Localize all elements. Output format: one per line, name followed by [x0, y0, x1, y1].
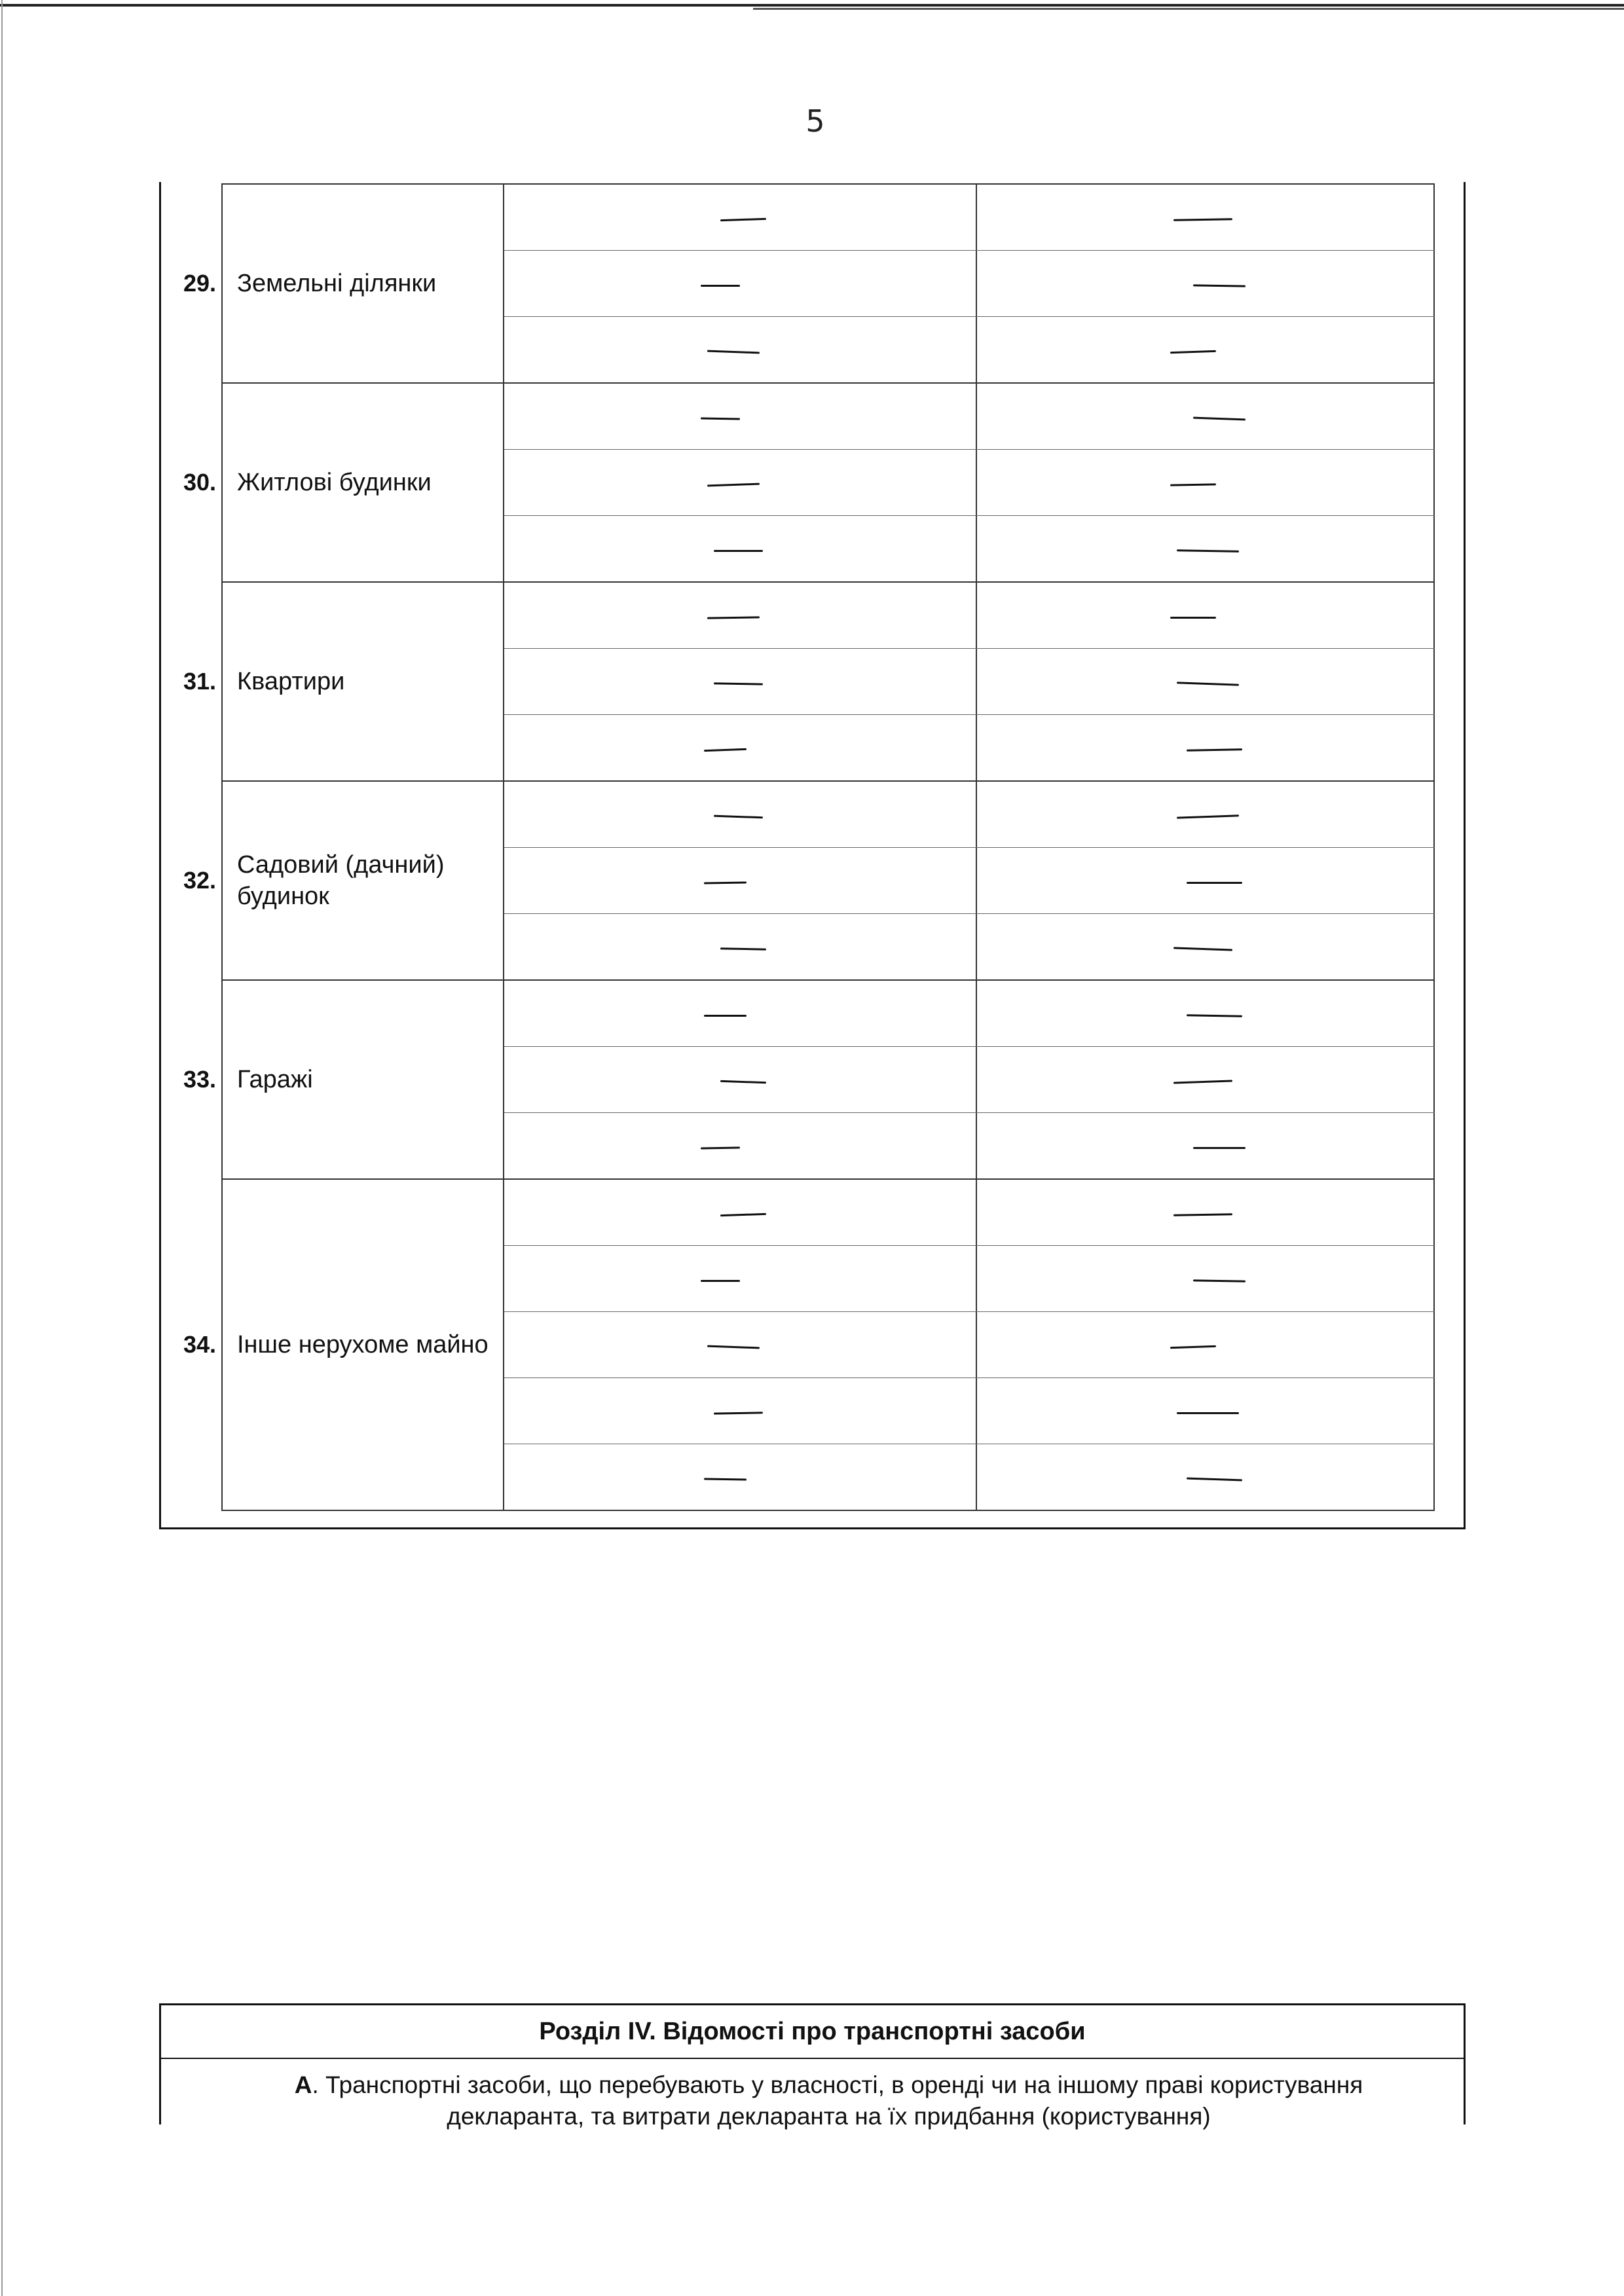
property-type-label: Гаражі: [221, 981, 504, 1178]
empty-dash-mark: [1170, 617, 1216, 619]
property-group: [183, 1178, 1435, 1511]
empty-dash-mark: [1170, 350, 1216, 354]
table-cell: [977, 317, 1435, 382]
table-cell: [977, 384, 1435, 449]
table-cell: [977, 450, 1435, 515]
table-cell: [977, 1047, 1435, 1112]
empty-dash-mark: [701, 285, 740, 287]
empty-dash-mark: [720, 218, 766, 221]
table-cell: [977, 516, 1435, 581]
empty-dash-mark: [1193, 417, 1246, 421]
table-cell: [977, 1113, 1435, 1178]
table-row: [504, 1046, 1435, 1112]
table-cell: [504, 1113, 977, 1178]
table-row: [504, 583, 1435, 648]
table-cell: [977, 782, 1435, 847]
row-number: 32.: [183, 867, 216, 894]
table-row: [504, 185, 1435, 250]
empty-dash-mark: [704, 1015, 747, 1017]
property-type-label: Садовий (дачний) будинок: [221, 782, 504, 979]
empty-dash-mark: [1177, 549, 1239, 553]
table-row: [504, 648, 1435, 714]
value-cells: [504, 185, 1435, 382]
property-type-label: Житлові будинки: [221, 384, 504, 581]
table-cell: [977, 185, 1435, 250]
table-cell: [504, 914, 977, 979]
table-row: [504, 384, 1435, 449]
table-cell: [977, 583, 1435, 648]
empty-dash-mark: [707, 350, 760, 354]
empty-dash-mark: [1173, 1213, 1232, 1216]
table-cell: [504, 715, 977, 780]
property-type-label: Земельні ділянки: [221, 185, 504, 382]
table-row: [504, 449, 1435, 515]
table-cell: [504, 1312, 977, 1377]
empty-dash-mark: [1193, 1279, 1246, 1282]
property-group: [183, 780, 1435, 979]
table-cell: [504, 1047, 977, 1112]
empty-dash-mark: [1193, 284, 1246, 287]
empty-dash-mark: [1173, 1080, 1232, 1084]
real-estate-table: [183, 183, 1435, 1511]
empty-dash-mark: [704, 1478, 747, 1480]
row-number: 34.: [183, 1331, 216, 1358]
empty-dash-mark: [701, 1280, 740, 1282]
empty-dash-mark: [1177, 1412, 1239, 1414]
subsection-a-description: [161, 2059, 1464, 2132]
property-type-label: Квартири: [221, 583, 504, 780]
table-cell: [977, 1180, 1435, 1245]
table-cell: [504, 1180, 977, 1245]
property-group: [183, 979, 1435, 1178]
table-cell: [504, 649, 977, 714]
empty-dash-mark: [714, 682, 763, 685]
table-cell: [504, 384, 977, 449]
empty-dash-mark: [714, 815, 763, 819]
subsection-letter: А: [294, 2071, 312, 2098]
property-type-label: Інше нерухоме майно: [221, 1180, 504, 1510]
table-row: [504, 847, 1435, 913]
table-cell: [504, 848, 977, 913]
value-cells: [504, 782, 1435, 979]
property-group: [183, 183, 1435, 382]
table-cell: [504, 1444, 977, 1510]
empty-dash-mark: [714, 1412, 763, 1414]
empty-dash-mark: [720, 1080, 766, 1084]
table-row: [504, 1245, 1435, 1311]
row-number: 33.: [183, 1066, 216, 1093]
empty-dash-mark: [1193, 1147, 1246, 1149]
table-row: [504, 714, 1435, 780]
empty-dash-mark: [701, 1146, 740, 1149]
table-cell: [977, 848, 1435, 913]
empty-dash-mark: [1173, 218, 1232, 221]
empty-dash-mark: [701, 417, 740, 420]
table-row: [504, 250, 1435, 316]
empty-dash-mark: [707, 616, 760, 619]
empty-dash-mark: [720, 1213, 766, 1216]
table-cell: [504, 1246, 977, 1311]
table-row: [504, 1112, 1435, 1178]
empty-dash-mark: [1170, 483, 1216, 486]
table-cell: [504, 450, 977, 515]
value-cells: [504, 583, 1435, 780]
table-row: [504, 515, 1435, 581]
table-cell: [977, 1444, 1435, 1510]
empty-dash-mark: [1187, 748, 1242, 751]
empty-dash-mark: [704, 748, 747, 752]
empty-dash-mark: [707, 1345, 760, 1349]
value-cells: [504, 384, 1435, 581]
table-cell: [504, 782, 977, 847]
empty-dash-mark: [1187, 1014, 1242, 1017]
page-number: 5: [805, 103, 825, 139]
row-number: 30.: [183, 469, 216, 496]
empty-dash-mark: [707, 483, 760, 487]
empty-dash-mark: [1177, 814, 1239, 818]
table-row: [504, 1444, 1435, 1510]
empty-dash-mark: [1173, 947, 1232, 951]
table-cell: [977, 649, 1435, 714]
table-cell: [977, 1246, 1435, 1311]
left-edge-line: [1, 0, 3, 2296]
empty-dash-mark: [720, 947, 766, 950]
top-border-line: [0, 4, 1624, 7]
property-group: [183, 581, 1435, 780]
table-cell: [504, 583, 977, 648]
table-row: [504, 316, 1435, 382]
section-iv: [159, 2003, 1466, 2130]
section-title: Розділ IV. Відомості про транспортні засоби: [161, 2005, 1464, 2059]
subsection-text: . Транспортні засоби, що перебувають у власності, в оренді чи на іншому праві користування декларанта, та витрати декларанта на їх придбання (користування): [312, 2071, 1363, 2130]
table-row: [504, 981, 1435, 1046]
value-cells: [504, 1180, 1435, 1510]
empty-dash-mark: [704, 881, 747, 884]
table-cell: [977, 914, 1435, 979]
row-number: 29.: [183, 270, 216, 297]
table-cell: [504, 981, 977, 1046]
table-cell: [504, 251, 977, 316]
table-cell: [504, 317, 977, 382]
empty-dash-mark: [714, 550, 763, 552]
empty-dash-mark: [1170, 1345, 1216, 1349]
table-cell: [504, 516, 977, 581]
table-row: [504, 1377, 1435, 1444]
table-cell: [977, 1378, 1435, 1444]
table-cell: [504, 185, 977, 250]
row-number: 31.: [183, 668, 216, 695]
table-cell: [977, 981, 1435, 1046]
top-border-line-2: [753, 8, 1624, 10]
empty-dash-mark: [1187, 1478, 1242, 1482]
table-row: [504, 1180, 1435, 1245]
property-group: [183, 382, 1435, 581]
table-row: [504, 913, 1435, 979]
empty-dash-mark: [1187, 882, 1242, 884]
value-cells: [504, 981, 1435, 1178]
table-cell: [977, 715, 1435, 780]
table-row: [504, 782, 1435, 847]
table-cell: [977, 251, 1435, 316]
table-row: [504, 1311, 1435, 1377]
table-cell: [504, 1378, 977, 1444]
empty-dash-mark: [1177, 682, 1239, 685]
table-cell: [977, 1312, 1435, 1377]
